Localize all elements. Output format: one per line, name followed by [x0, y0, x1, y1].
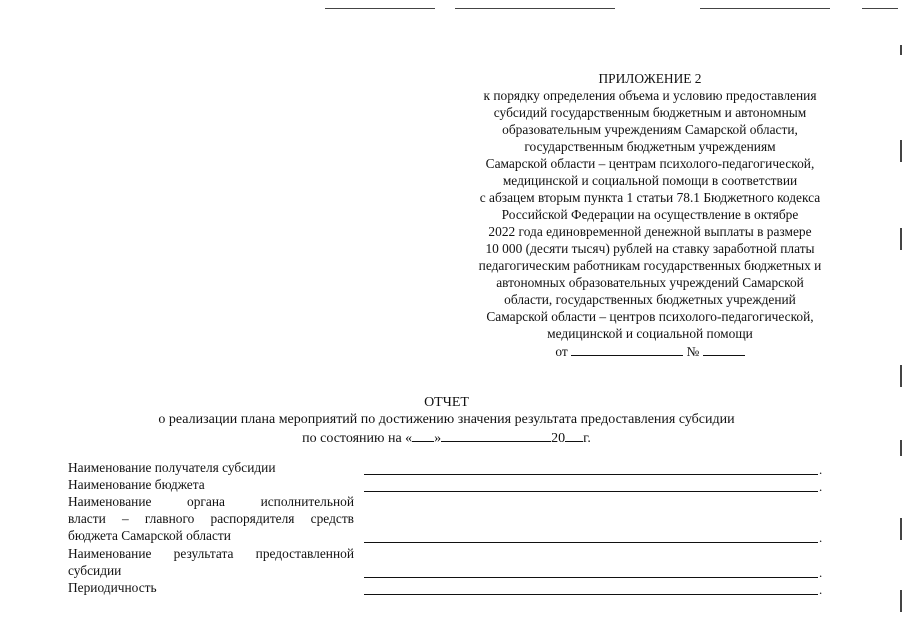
scan-artifact-line	[862, 8, 898, 9]
report-title: ОТЧЕТ	[424, 395, 469, 410]
report-subtitle-block	[0, 411, 893, 447]
appendix-line: образовательным учреждениям Самарской области,	[502, 122, 798, 137]
field-dot: .	[819, 479, 823, 494]
scan-artifact-edge	[900, 228, 902, 250]
as-of-year-prefix: 20	[551, 431, 566, 446]
as-of-prefix: по состоянию на «	[302, 431, 413, 446]
scan-artifact-line	[325, 8, 435, 9]
field-label-result-2: субсидии	[68, 563, 122, 578]
appendix-line: 10 000 (десяти тысяч) рублей на ставку заработной платы	[485, 241, 815, 256]
appendix-line: государственным бюджетным учреждениям	[524, 139, 776, 154]
appendix-block	[440, 70, 860, 360]
field-label-authority-1: Наименование органа исполнительной	[68, 494, 354, 509]
appendix-line: Самарской области – центрам психолого-педагогической,	[485, 156, 815, 171]
field-label-recipient: Наименование получателя субсидии	[68, 460, 276, 475]
field-dot: .	[819, 462, 823, 477]
scan-artifact-edge	[900, 440, 902, 456]
field-dot: .	[819, 565, 823, 580]
field-line-result[interactable]	[364, 577, 818, 578]
appendix-line: 2022 года единовременной денежной выплаты в размере	[488, 224, 812, 239]
appendix-line: к порядку определения объема и условию предоставления	[483, 88, 817, 103]
year-blank	[565, 428, 583, 442]
scan-artifact-edge	[900, 518, 902, 540]
field-line-recipient[interactable]	[364, 474, 818, 475]
scan-artifact-edge	[900, 590, 902, 612]
date-prefix: от	[555, 344, 568, 359]
field-label-authority-2: власти – главного распорядителя средств	[68, 511, 354, 526]
appendix-line: Самарской области – центров психолого-педагогической,	[486, 309, 814, 324]
date-blank	[571, 342, 683, 356]
field-line-periodicity[interactable]	[364, 594, 818, 595]
appendix-line: медицинской и социальной помощи в соответствии	[502, 173, 798, 188]
number-blank	[703, 342, 745, 356]
appendix-line: педагогическим работникам государственных бюджетных и	[478, 258, 822, 273]
report-subtitle: о реализации плана мероприятий по достижению значения результата предоставления субсидии	[158, 412, 735, 427]
appendix-line: Российской Федерации на осуществление в октябре	[501, 207, 799, 222]
field-label-result-1: Наименование результата предоставленной	[68, 546, 354, 561]
appendix-title: ПРИЛОЖЕНИЕ 2	[598, 71, 702, 86]
field-dot: .	[819, 530, 823, 545]
as-of-year-suffix: г.	[583, 431, 591, 446]
field-line-budget[interactable]	[364, 491, 818, 492]
scan-artifact-edge	[900, 45, 902, 55]
field-dot: .	[819, 582, 823, 597]
scan-artifact-line	[700, 8, 830, 9]
scan-artifact-line	[455, 8, 615, 9]
scan-artifact-edge	[900, 140, 902, 162]
appendix-date-line	[440, 342, 860, 360]
appendix-line: автономных образовательных учреждений Самарской	[496, 275, 804, 290]
day-blank	[412, 428, 434, 442]
appendix-line: с абзацем вторым пункта 1 статьи 78.1 Бюджетного кодекса	[479, 190, 821, 205]
report-as-of	[0, 428, 893, 447]
field-label-authority-3: бюджета Самарской области	[68, 528, 231, 543]
appendix-line: области, государственных бюджетных учреждений	[504, 292, 796, 307]
month-blank	[441, 428, 551, 442]
number-sign: №	[686, 344, 700, 359]
appendix-line: субсидий государственным бюджетным и автономным	[493, 105, 807, 120]
field-label-periodicity: Периодичность	[68, 580, 157, 595]
field-line-authority[interactable]	[364, 542, 818, 543]
appendix-line: медицинской и социальной помощи	[547, 326, 753, 341]
field-label-budget: Наименование бюджета	[68, 477, 205, 492]
as-of-close-quote: »	[434, 431, 442, 446]
scan-artifact-edge	[900, 365, 902, 387]
